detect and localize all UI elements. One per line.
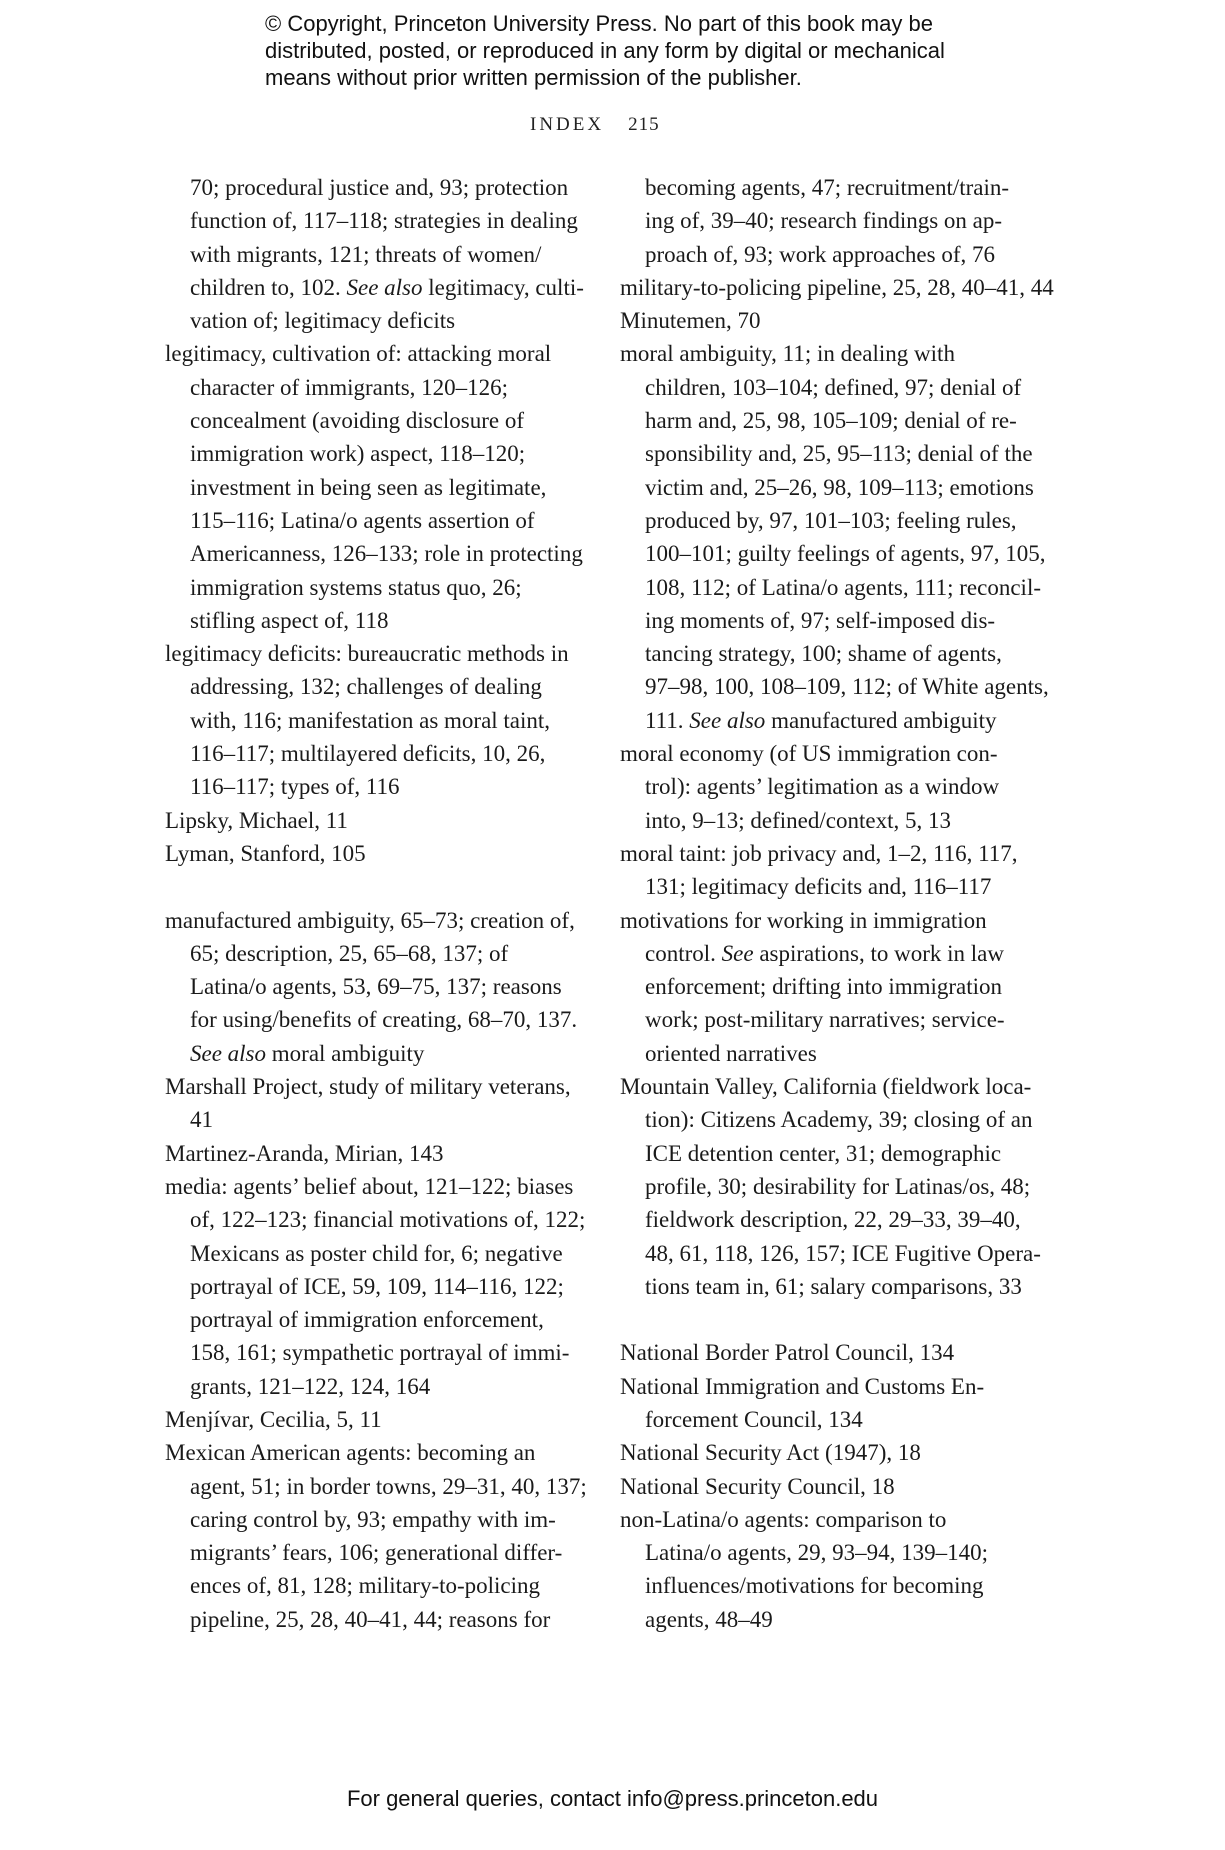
index-text: Marshall Project, study of military veterans, xyxy=(165,1074,571,1100)
index-text: proach of, 93; work approaches of, 76 xyxy=(645,241,995,267)
index-text: Latina/o agents, 53, 69–75, 137; reasons xyxy=(190,974,562,1000)
index-line-continuation xyxy=(165,1569,595,1602)
page-number: 215 xyxy=(628,114,660,135)
index-line-continuation xyxy=(165,504,595,537)
index-line-continuation xyxy=(165,1370,595,1403)
index-line-continuation xyxy=(620,1536,1060,1569)
index-entry-heading xyxy=(165,1436,595,1469)
index-text: 100–101; guilty feelings of agents, 97, 105, xyxy=(645,541,1046,567)
index-line-continuation xyxy=(620,1569,1060,1602)
index-line-continuation xyxy=(620,970,1060,1003)
index-text: 111. xyxy=(645,707,684,733)
index-text: victim and, 25–26, 98, 109–113; emotions xyxy=(645,474,1034,500)
index-entry-heading xyxy=(165,837,595,870)
index-text: 158, 161; sympathetic portrayal of immi- xyxy=(190,1340,570,1366)
index-text: function of, 117–118; strategies in dealing xyxy=(190,208,578,234)
index-line-continuation xyxy=(620,604,1060,637)
index-text: non-Latina/o agents: comparison to xyxy=(620,1506,947,1532)
index-text: grants, 121–122, 124, 164 xyxy=(190,1373,431,1399)
index-line-continuation xyxy=(620,471,1060,504)
cross-reference-target: manufactured ambiguity xyxy=(771,707,997,733)
index-text: National Security Act (1947), 18 xyxy=(620,1440,921,1466)
index-text: tions team in, 61; salary comparisons, 33 xyxy=(645,1273,1022,1299)
index-line-continuation xyxy=(620,1403,1060,1436)
footer-contact: For general queries, contact info@press.princeton.edu xyxy=(346,1786,879,1811)
index-line-continuation xyxy=(165,204,595,237)
index-text: with migrants, 121; threats of women/ xyxy=(190,241,542,267)
index-line-continuation xyxy=(620,404,1060,437)
index-line-continuation xyxy=(165,1237,595,1270)
index-text: legitimacy deficits: bureaucratic methods in xyxy=(165,641,569,667)
cross-reference-label: See xyxy=(721,940,754,966)
index-line-continuation xyxy=(165,304,595,337)
index-text: trol): agents’ legitimation as a window xyxy=(645,774,1000,800)
index-entry-heading xyxy=(165,1137,595,1170)
index-text: addressing, 132; challenges of dealing xyxy=(190,674,542,700)
index-column-right xyxy=(620,171,1060,1636)
index-entry-heading xyxy=(165,1170,595,1203)
index-text: 41 xyxy=(190,1107,213,1133)
copyright-line: © Copyright, Princeton University Press. No part of this book may be xyxy=(265,11,933,36)
index-text: 108, 112; of Latina/o agents, 111; reconcil- xyxy=(645,574,1041,600)
index-entry-heading xyxy=(620,837,1060,870)
index-entry-heading xyxy=(165,1070,595,1103)
index-line-continuation xyxy=(165,970,595,1003)
index-text: National Security Council, 18 xyxy=(620,1473,895,1499)
index-entry-heading xyxy=(165,637,595,670)
index-line-continuation xyxy=(620,238,1060,271)
index-text: 48, 61, 118, 126, 157; ICE Fugitive Opera- xyxy=(645,1240,1041,1266)
index-text: Latina/o agents, 29, 93–94, 139–140; xyxy=(645,1540,989,1566)
index-spacer xyxy=(620,1303,1060,1336)
index-text: harm and, 25, 98, 105–109; denial of re- xyxy=(645,408,1017,434)
copyright-line: means without prior written permission of the publisher. xyxy=(265,65,802,90)
index-text: produced by, 97, 101–103; feeling rules, xyxy=(645,507,1017,533)
index-line-continuation xyxy=(165,1270,595,1303)
index-text: Martinez-Aranda, Mirian, 143 xyxy=(165,1140,444,1166)
index-line-continuation xyxy=(620,1170,1060,1203)
copyright-notice xyxy=(265,10,985,91)
index-text: moral taint: job privacy and, 1–2, 116, 117, xyxy=(620,840,1018,866)
index-text: Menjívar, Cecilia, 5, 11 xyxy=(165,1406,382,1432)
index-text: concealment (avoiding disclosure of xyxy=(190,408,525,434)
index-text: tancing strategy, 100; shame of agents, xyxy=(645,641,1002,667)
index-text: National Immigration and Customs En- xyxy=(620,1373,985,1399)
index-line-continuation xyxy=(165,1603,595,1636)
index-line-continuation xyxy=(165,937,595,970)
index-text: into, 9–13; defined/context, 5, 13 xyxy=(645,807,951,833)
index-column-left xyxy=(165,171,595,1636)
index-line-continuation xyxy=(165,1336,595,1369)
index-line-continuation xyxy=(620,704,1060,737)
index-line-continuation xyxy=(165,571,595,604)
index-line-continuation xyxy=(165,1203,595,1236)
index-text: moral economy (of US immigration con- xyxy=(620,741,998,767)
cross-reference-target: moral ambiguity xyxy=(271,1040,425,1066)
index-text: fieldwork description, 22, 29–33, 39–40, xyxy=(645,1207,1021,1233)
index-entry-heading xyxy=(620,1470,1060,1503)
index-text: ences of, 81, 128; military-to-policing xyxy=(190,1573,541,1599)
index-line-continuation xyxy=(620,371,1060,404)
index-text: with, 116; manifestation as moral taint, xyxy=(190,707,551,733)
cross-reference-label: See also xyxy=(689,707,766,733)
index-text: oriented narratives xyxy=(645,1040,817,1066)
index-line-continuation xyxy=(165,1003,595,1036)
index-line-continuation xyxy=(165,171,595,204)
index-text: media: agents’ belief about, 121–122; biases xyxy=(165,1173,574,1199)
index-text: for using/benefits of creating, 68–70, 137. xyxy=(190,1007,578,1033)
index-line-continuation xyxy=(165,404,595,437)
index-line-continuation xyxy=(165,770,595,803)
index-entry-heading xyxy=(165,804,595,837)
index-text: Lipsky, Michael, 11 xyxy=(165,807,348,833)
index-line-continuation xyxy=(165,737,595,770)
index-text: Minutemen, 70 xyxy=(620,308,761,334)
index-text: tion): Citizens Academy, 39; closing of an xyxy=(645,1107,1033,1133)
copyright-line: distributed, posted, or reproduced in any form by digital or mechanical xyxy=(265,38,945,63)
index-line-continuation xyxy=(165,1303,595,1336)
index-line-continuation xyxy=(620,171,1060,204)
index-text: stifling aspect of, 118 xyxy=(190,607,389,633)
index-line-continuation xyxy=(620,437,1060,470)
index-text: ing of, 39–40; research findings on ap- xyxy=(645,208,1003,234)
index-entry-heading xyxy=(620,1336,1060,1369)
index-line-continuation xyxy=(165,471,595,504)
running-head xyxy=(530,114,660,136)
index-line-continuation xyxy=(620,204,1060,237)
index-text: forcement Council, 134 xyxy=(645,1406,863,1432)
index-text: manufactured ambiguity, 65–73; creation of, xyxy=(165,907,575,933)
index-text: 97–98, 100, 108–109, 112; of White agents, xyxy=(645,674,1049,700)
index-text: moral ambiguity, 11; in dealing with xyxy=(620,341,955,367)
index-text: pipeline, 25, 28, 40–41, 44; reasons for xyxy=(190,1606,551,1632)
index-line-continuation xyxy=(620,670,1060,703)
index-text: vation of; legitimacy deficits xyxy=(190,308,456,334)
index-text: military-to-policing pipeline, 25, 28, 40–41, 44 xyxy=(620,274,1054,300)
index-entry-heading xyxy=(620,1070,1060,1103)
index-entry-heading xyxy=(165,1403,595,1436)
index-text: Mexicans as poster child for, 6; negative xyxy=(190,1240,563,1266)
index-entry-heading xyxy=(620,304,1060,337)
index-line-continuation xyxy=(165,1037,595,1070)
index-entry-heading xyxy=(620,1503,1060,1536)
index-line-continuation xyxy=(165,1536,595,1569)
index-text: 70; procedural justice and, 93; protection xyxy=(190,175,569,200)
index-text: Lyman, Stanford, 105 xyxy=(165,840,366,866)
index-line-continuation xyxy=(620,537,1060,570)
index-text: investment in being seen as legitimate, xyxy=(190,474,547,500)
index-line-continuation xyxy=(165,1503,595,1536)
index-text: Mexican American agents: becoming an xyxy=(165,1440,536,1466)
index-line-continuation xyxy=(620,1203,1060,1236)
index-text: portrayal of ICE, 59, 109, 114–116, 122; xyxy=(190,1273,564,1299)
index-line-continuation xyxy=(620,1237,1060,1270)
index-text: of, 122–123; financial motivations of, 122; xyxy=(190,1207,586,1233)
index-line-continuation xyxy=(165,537,595,570)
index-text: migrants’ fears, 106; generational differ- xyxy=(190,1540,563,1566)
index-text: 65; description, 25, 65–68, 137; of xyxy=(190,940,509,966)
index-line-continuation xyxy=(620,1270,1060,1303)
index-line-continuation xyxy=(165,670,595,703)
index-line-continuation xyxy=(620,804,1060,837)
index-spacer xyxy=(165,870,595,903)
index-entry-heading xyxy=(165,904,595,937)
index-text: ICE detention center, 31; demographic xyxy=(645,1140,1002,1166)
index-line-continuation xyxy=(620,1103,1060,1136)
index-text: character of immigrants, 120–126; xyxy=(190,374,509,400)
index-line-continuation xyxy=(620,1003,1060,1036)
index-line-continuation xyxy=(620,1037,1060,1070)
cross-reference-label: See also xyxy=(346,274,423,300)
index-line-continuation xyxy=(620,937,1060,970)
index-line-continuation xyxy=(165,1470,595,1503)
index-text: agent, 51; in border towns, 29–31, 40, 137; xyxy=(190,1473,587,1499)
index-entry-heading xyxy=(165,337,595,370)
index-entry-heading xyxy=(620,1370,1060,1403)
index-entry-heading xyxy=(620,337,1060,370)
index-line-continuation xyxy=(620,870,1060,903)
index-text: legitimacy, cultivation of: attacking moral xyxy=(165,341,552,367)
index-line-continuation xyxy=(165,371,595,404)
index-text: ing moments of, 97; self-imposed dis- xyxy=(645,607,996,633)
index-line-continuation xyxy=(620,571,1060,604)
index-line-continuation xyxy=(620,637,1060,670)
index-text: sponsibility and, 25, 95–113; denial of the xyxy=(645,441,1033,467)
running-head-title: INDEX xyxy=(530,114,605,135)
index-text: Mountain Valley, California (fieldwork loca- xyxy=(620,1074,1032,1100)
index-text: control. xyxy=(645,940,716,966)
index-line-continuation xyxy=(620,1137,1060,1170)
index-text: 116–117; multilayered deficits, 10, 26, xyxy=(190,741,546,767)
index-line-continuation xyxy=(165,604,595,637)
index-text: caring control by, 93; empathy with im- xyxy=(190,1506,556,1532)
index-text: portrayal of immigration enforcement, xyxy=(190,1307,544,1333)
cross-reference-target: legitimacy, culti- xyxy=(428,274,584,300)
index-line-continuation xyxy=(620,504,1060,537)
index-text: Americanness, 126–133; role in protecting xyxy=(190,541,583,567)
index-text: immigration work) aspect, 118–120; xyxy=(190,441,526,467)
index-text: 116–117; types of, 116 xyxy=(190,774,400,800)
index-text: becoming agents, 47; recruitment/train- xyxy=(645,175,1010,200)
index-text: 131; legitimacy deficits and, 116–117 xyxy=(645,874,992,900)
index-line-continuation xyxy=(620,1603,1060,1636)
index-line-continuation xyxy=(620,770,1060,803)
index-text: influences/motivations for becoming xyxy=(645,1573,984,1599)
index-line-continuation xyxy=(165,1103,595,1136)
index-text: 115–116; Latina/o agents assertion of xyxy=(190,507,535,533)
index-entry-heading xyxy=(620,1436,1060,1469)
index-text: agents, 48–49 xyxy=(645,1606,773,1632)
index-text: motivations for working in immigration xyxy=(620,907,987,933)
index-text: immigration systems status quo, 26; xyxy=(190,574,522,600)
index-entry-heading xyxy=(620,737,1060,770)
index-entry-heading xyxy=(620,271,1060,304)
index-line-continuation xyxy=(165,437,595,470)
index-text: work; post-military narratives; service- xyxy=(645,1007,1005,1033)
cross-reference-label: See also xyxy=(190,1040,267,1066)
index-line-continuation xyxy=(165,704,595,737)
index-line-continuation xyxy=(165,238,595,271)
index-entry-heading xyxy=(620,904,1060,937)
index-text: children, 103–104; defined, 97; denial of xyxy=(645,374,1022,400)
index-text: profile, 30; desirability for Latinas/os, 48; xyxy=(645,1173,1031,1199)
index-text: children to, 102. xyxy=(190,274,341,300)
index-text: National Border Patrol Council, 134 xyxy=(620,1340,955,1366)
index-text: enforcement; drifting into immigration xyxy=(645,974,1003,1000)
index-line-continuation xyxy=(165,271,595,304)
cross-reference-target: aspirations, to work in law xyxy=(759,940,1004,966)
